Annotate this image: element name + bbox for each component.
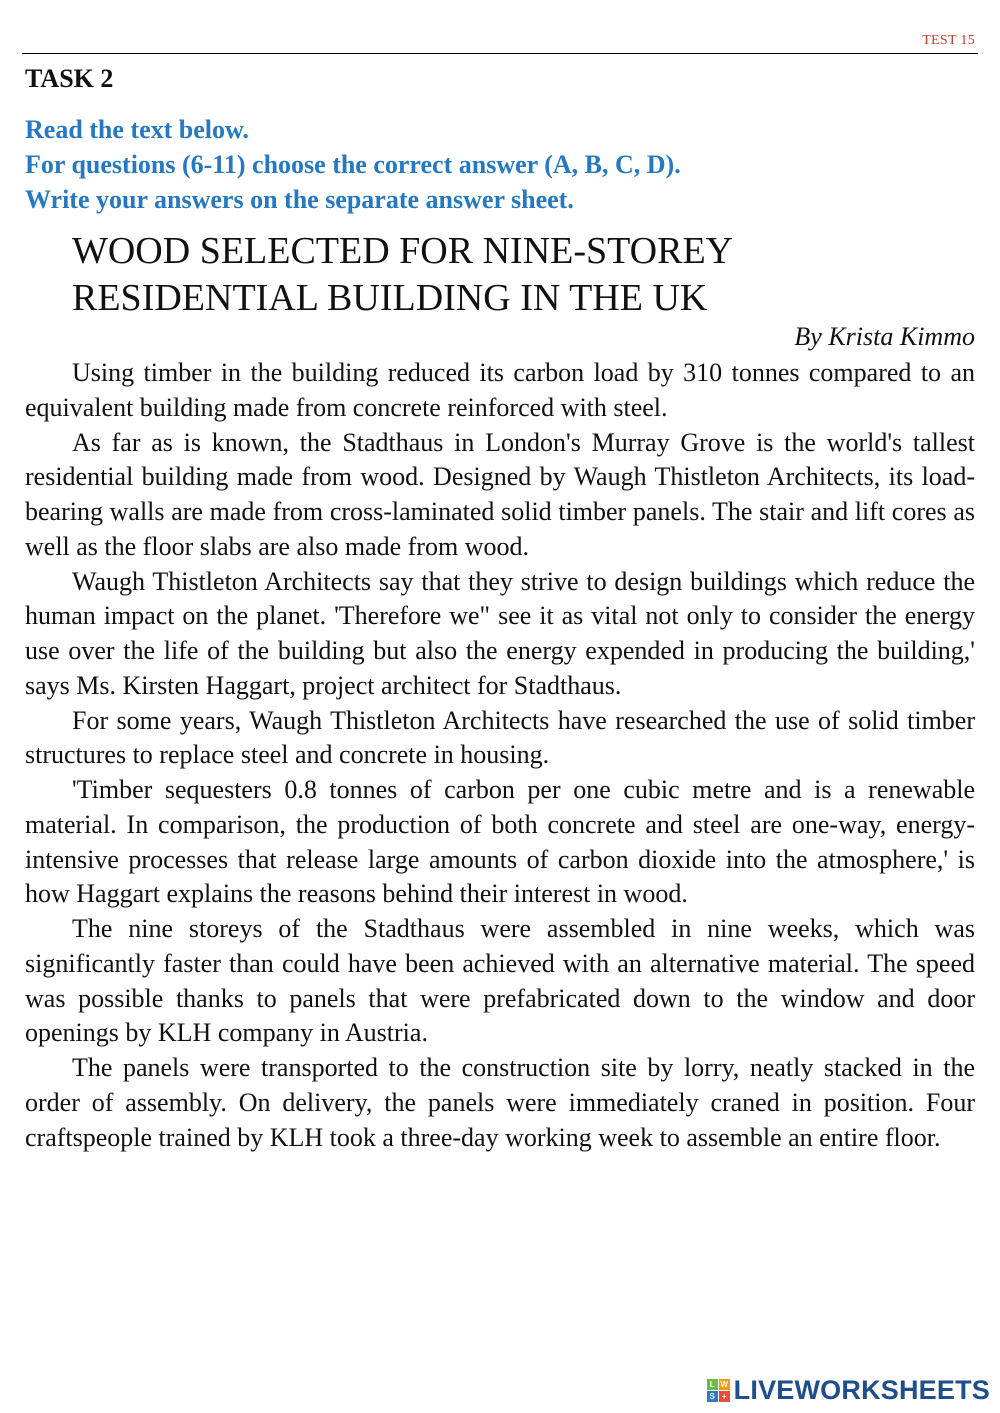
article-paragraph: The panels were transported to the construction site by lorry, neatly stacked in the order of assembly. On delivery, the panels were immediately craned in position. Four craftspeople trained by KLH took a three-day working week to assemble an entire floor. <box>25 1053 975 1152</box>
logo-mark-cell: + <box>719 1391 730 1402</box>
logo-mark-cell: L <box>707 1379 718 1390</box>
logo-mark-cell: S <box>707 1391 718 1402</box>
article-paragraph: Using timber in the building reduced its carbon load by 310 tonnes compared to an equivalent building made from concrete reinforced with steel. <box>25 358 975 422</box>
task-title: TASK 2 <box>25 64 114 93</box>
test-number-label: TEST 15 <box>922 33 975 48</box>
logo-mark-cell: W <box>720 1379 728 1389</box>
article-paragraph: Waugh Thistleton Architects say that they strive to design buildings which reduce the human impact on the planet. 'Therefore we" see it as vital not only to consider the energy use over the life of the building but also the energy expended in producing the building,' says Ms. Kirsten Haggart, project architect for Stadthaus. <box>25 566 975 700</box>
article-body <box>25 356 975 1155</box>
headline-line: WOOD SELECTED FOR NINE-STOREY <box>72 230 734 272</box>
instruction-line: Read the text below. <box>25 115 249 144</box>
article-paragraph: As far as is known, the Stadthaus in London's Murray Grove is the world's tallest residential building made from wood. Designed by Waugh Thistleton Architects, its load-bearing walls are made from cross-laminated solid timber panels. The stair and lift cores as well as the floor slabs are also made from wood. <box>25 427 975 561</box>
instruction-line: For questions (6-11) choose the correct answer (A, B, C, D). <box>25 150 681 179</box>
headline-line: RESIDENTIAL BUILDING IN THE UK <box>72 277 708 319</box>
article-byline: By Krista Kimmo <box>794 322 975 351</box>
instruction-line: Write your answers on the separate answer sheet. <box>25 185 574 214</box>
liveworksheets-logo[interactable] <box>707 1375 990 1405</box>
logo-text: LIVEWORKSHEETS <box>733 1374 990 1405</box>
task-instructions <box>25 112 975 217</box>
liveworksheets-mark-icon <box>707 1379 730 1402</box>
article-paragraph: 'Timber sequesters 0.8 tonnes of carbon per one cubic metre and is a renewable material. In comparison, the production of both concrete and steel are one-way, energy-intensive processes that release large amounts of carbon dioxide into the atmosphere,' is how Haggart explains the reasons behind their interest in wood. <box>25 775 975 909</box>
header-divider <box>22 53 978 54</box>
article-headline <box>72 228 952 322</box>
article-paragraph: For some years, Waugh Thistleton Architects have researched the use of solid timber structures to replace steel and concrete in housing. <box>25 705 975 770</box>
article-paragraph: The nine storeys of the Stadthaus were assembled in nine weeks, which was significantly faster than could have been achieved with an alternative material. The speed was possible thanks to panels that were prefabricated down to the window and door openings by KLH company in Austria. <box>25 914 975 1048</box>
